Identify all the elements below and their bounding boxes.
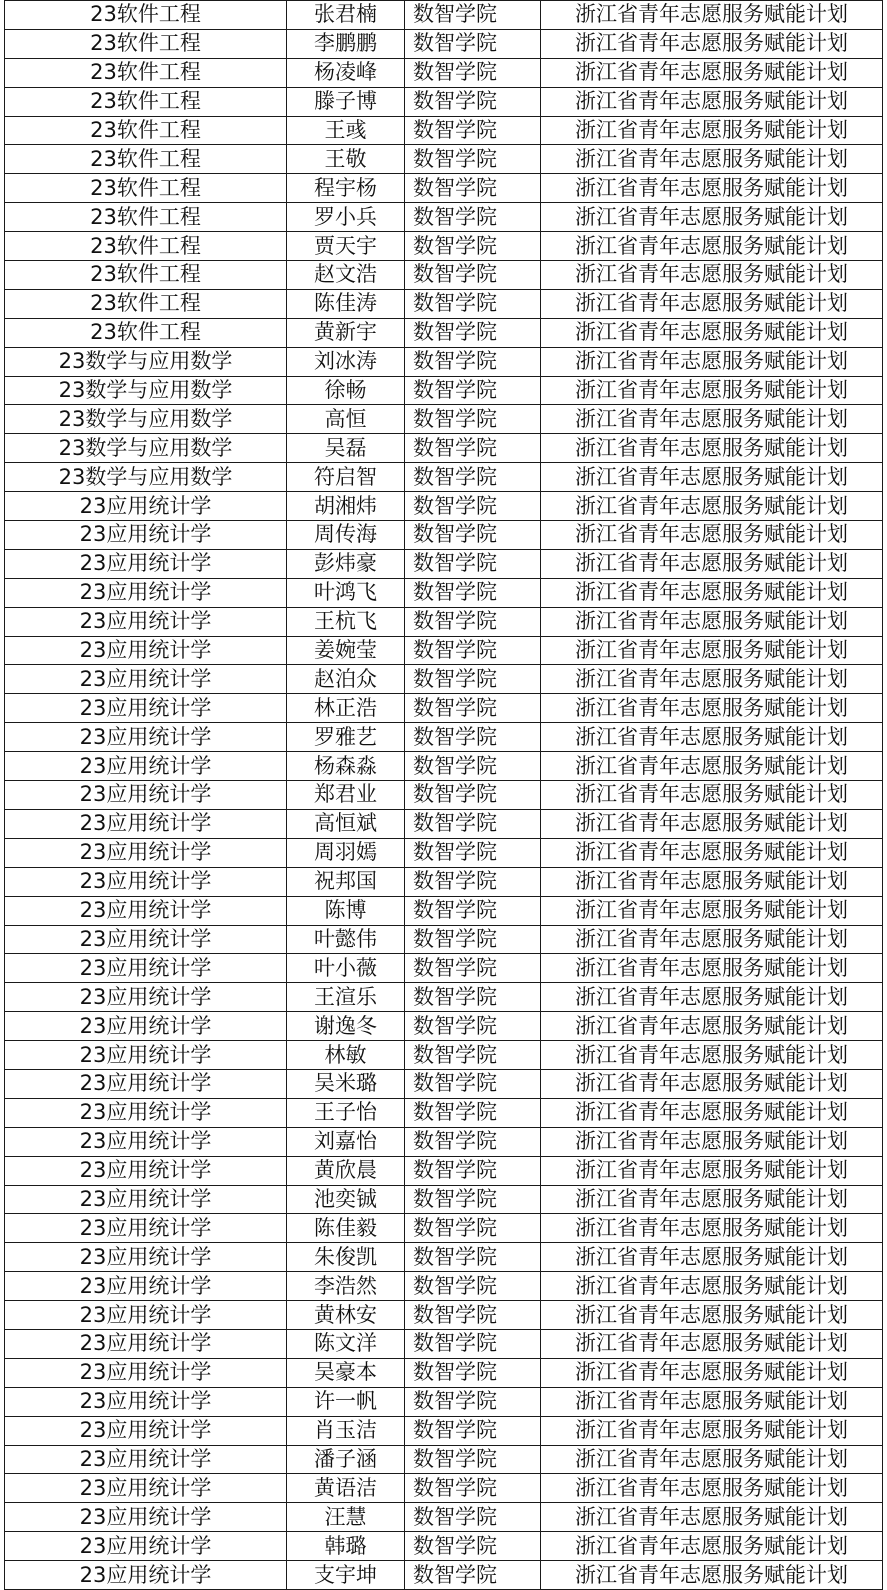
major-cell: 23应用统计学	[5, 1532, 287, 1561]
major-cell: 23数学与应用数学	[5, 463, 287, 492]
plan-cell: 浙江省青年志愿服务赋能计划	[541, 1185, 883, 1214]
table-row	[5, 58, 883, 87]
plan-cell: 浙江省青年志愿服务赋能计划	[541, 954, 883, 983]
major-cell: 23应用统计学	[5, 578, 287, 607]
major-cell: 23应用统计学	[5, 665, 287, 694]
table-row	[5, 665, 883, 694]
name-cell: 王子怡	[287, 1098, 405, 1127]
plan-cell: 浙江省青年志愿服务赋能计划	[541, 29, 883, 58]
name-cell: 周传海	[287, 521, 405, 550]
major-cell: 23应用统计学	[5, 1098, 287, 1127]
major-cell: 23应用统计学	[5, 752, 287, 781]
plan-cell: 浙江省青年志愿服务赋能计划	[541, 1301, 883, 1330]
table-row	[5, 607, 883, 636]
plan-cell: 浙江省青年志愿服务赋能计划	[541, 174, 883, 203]
plan-cell: 浙江省青年志愿服务赋能计划	[541, 1156, 883, 1185]
college-cell: 数智学院	[405, 694, 541, 723]
name-cell: 叶小薇	[287, 954, 405, 983]
major-cell: 23应用统计学	[5, 1503, 287, 1532]
table-row	[5, 954, 883, 983]
major-cell: 23应用统计学	[5, 723, 287, 752]
plan-cell: 浙江省青年志愿服务赋能计划	[541, 1012, 883, 1041]
major-cell: 23数学与应用数学	[5, 434, 287, 463]
name-cell: 王敬	[287, 145, 405, 174]
table-row	[5, 232, 883, 261]
major-cell: 23应用统计学	[5, 1474, 287, 1503]
college-cell: 数智学院	[405, 1041, 541, 1070]
table-row	[5, 983, 883, 1012]
name-cell: 李鹏鹏	[287, 29, 405, 58]
plan-cell: 浙江省青年志愿服务赋能计划	[541, 463, 883, 492]
plan-cell: 浙江省青年志愿服务赋能计划	[541, 376, 883, 405]
name-cell: 陈佳涛	[287, 289, 405, 318]
name-cell: 郑君业	[287, 781, 405, 810]
college-cell: 数智学院	[405, 1127, 541, 1156]
college-cell: 数智学院	[405, 925, 541, 954]
name-cell: 汪慧	[287, 1503, 405, 1532]
major-cell: 23应用统计学	[5, 607, 287, 636]
name-cell: 韩璐	[287, 1532, 405, 1561]
plan-cell: 浙江省青年志愿服务赋能计划	[541, 896, 883, 925]
college-cell: 数智学院	[405, 463, 541, 492]
college-cell: 数智学院	[405, 521, 541, 550]
major-cell: 23软件工程	[5, 145, 287, 174]
table-row	[5, 694, 883, 723]
name-cell: 杨凌峰	[287, 58, 405, 87]
plan-cell: 浙江省青年志愿服务赋能计划	[541, 1532, 883, 1561]
name-cell: 支宇坤	[287, 1561, 405, 1590]
major-cell: 23应用统计学	[5, 1243, 287, 1272]
college-cell: 数智学院	[405, 1156, 541, 1185]
major-cell: 23应用统计学	[5, 1329, 287, 1358]
plan-cell: 浙江省青年志愿服务赋能计划	[541, 232, 883, 261]
major-cell: 23应用统计学	[5, 1272, 287, 1301]
table-row	[5, 1387, 883, 1416]
name-cell: 刘嘉怡	[287, 1127, 405, 1156]
major-cell: 23数学与应用数学	[5, 347, 287, 376]
college-cell: 数智学院	[405, 781, 541, 810]
table-row	[5, 896, 883, 925]
college-cell: 数智学院	[405, 1243, 541, 1272]
college-cell: 数智学院	[405, 1098, 541, 1127]
plan-cell: 浙江省青年志愿服务赋能计划	[541, 838, 883, 867]
plan-cell: 浙江省青年志愿服务赋能计划	[541, 1503, 883, 1532]
college-cell: 数智学院	[405, 983, 541, 1012]
plan-cell: 浙江省青年志愿服务赋能计划	[541, 1445, 883, 1474]
college-cell: 数智学院	[405, 58, 541, 87]
name-cell: 刘冰涛	[287, 347, 405, 376]
major-cell: 23应用统计学	[5, 1416, 287, 1445]
college-cell: 数智学院	[405, 665, 541, 694]
plan-cell: 浙江省青年志愿服务赋能计划	[541, 1474, 883, 1503]
major-cell: 23应用统计学	[5, 492, 287, 521]
name-cell: 叶懿伟	[287, 925, 405, 954]
major-cell: 23应用统计学	[5, 549, 287, 578]
major-cell: 23应用统计学	[5, 1127, 287, 1156]
major-cell: 23应用统计学	[5, 694, 287, 723]
table-row	[5, 578, 883, 607]
college-cell: 数智学院	[405, 1532, 541, 1561]
college-cell: 数智学院	[405, 203, 541, 232]
major-cell: 23应用统计学	[5, 1445, 287, 1474]
table-row	[5, 1474, 883, 1503]
college-cell: 数智学院	[405, 232, 541, 261]
plan-cell: 浙江省青年志愿服务赋能计划	[541, 867, 883, 896]
plan-cell: 浙江省青年志愿服务赋能计划	[541, 607, 883, 636]
major-cell: 23应用统计学	[5, 954, 287, 983]
college-cell: 数智学院	[405, 492, 541, 521]
table-row	[5, 1127, 883, 1156]
plan-cell: 浙江省青年志愿服务赋能计划	[541, 405, 883, 434]
college-cell: 数智学院	[405, 723, 541, 752]
name-cell: 黄新宇	[287, 318, 405, 347]
table-row	[5, 1329, 883, 1358]
college-cell: 数智学院	[405, 809, 541, 838]
plan-cell: 浙江省青年志愿服务赋能计划	[541, 1561, 883, 1590]
major-cell: 23应用统计学	[5, 896, 287, 925]
table-row	[5, 1, 883, 30]
plan-cell: 浙江省青年志愿服务赋能计划	[541, 636, 883, 665]
table-row	[5, 29, 883, 58]
plan-cell: 浙江省青年志愿服务赋能计划	[541, 318, 883, 347]
plan-cell: 浙江省青年志愿服务赋能计划	[541, 925, 883, 954]
name-cell: 陈博	[287, 896, 405, 925]
major-cell: 23软件工程	[5, 58, 287, 87]
table-row	[5, 203, 883, 232]
name-cell: 王渲乐	[287, 983, 405, 1012]
table-row	[5, 1214, 883, 1243]
major-cell: 23应用统计学	[5, 521, 287, 550]
plan-cell: 浙江省青年志愿服务赋能计划	[541, 781, 883, 810]
plan-cell: 浙江省青年志愿服务赋能计划	[541, 665, 883, 694]
name-cell: 杨森淼	[287, 752, 405, 781]
plan-cell: 浙江省青年志愿服务赋能计划	[541, 752, 883, 781]
table-row	[5, 1156, 883, 1185]
name-cell: 罗雅艺	[287, 723, 405, 752]
college-cell: 数智学院	[405, 549, 541, 578]
table-row	[5, 1532, 883, 1561]
table-row	[5, 87, 883, 116]
college-cell: 数智学院	[405, 261, 541, 290]
table-row	[5, 347, 883, 376]
name-cell: 王彧	[287, 116, 405, 145]
table-row	[5, 925, 883, 954]
plan-cell: 浙江省青年志愿服务赋能计划	[541, 809, 883, 838]
name-cell: 吴豪本	[287, 1358, 405, 1387]
college-cell: 数智学院	[405, 607, 541, 636]
plan-cell: 浙江省青年志愿服务赋能计划	[541, 87, 883, 116]
name-cell: 黄欣晨	[287, 1156, 405, 1185]
major-cell: 23应用统计学	[5, 1387, 287, 1416]
table-row	[5, 1041, 883, 1070]
college-cell: 数智学院	[405, 116, 541, 145]
name-cell: 林正浩	[287, 694, 405, 723]
college-cell: 数智学院	[405, 29, 541, 58]
table-row	[5, 1416, 883, 1445]
college-cell: 数智学院	[405, 838, 541, 867]
plan-cell: 浙江省青年志愿服务赋能计划	[541, 347, 883, 376]
name-cell: 周羽嫣	[287, 838, 405, 867]
table-row	[5, 492, 883, 521]
plan-cell: 浙江省青年志愿服务赋能计划	[541, 578, 883, 607]
major-cell: 23应用统计学	[5, 1358, 287, 1387]
plan-cell: 浙江省青年志愿服务赋能计划	[541, 145, 883, 174]
major-cell: 23应用统计学	[5, 838, 287, 867]
college-cell: 数智学院	[405, 1445, 541, 1474]
major-cell: 23应用统计学	[5, 867, 287, 896]
table-row	[5, 318, 883, 347]
college-cell: 数智学院	[405, 434, 541, 463]
plan-cell: 浙江省青年志愿服务赋能计划	[541, 58, 883, 87]
college-cell: 数智学院	[405, 896, 541, 925]
major-cell: 23应用统计学	[5, 1561, 287, 1590]
college-cell: 数智学院	[405, 867, 541, 896]
major-cell: 23软件工程	[5, 29, 287, 58]
plan-cell: 浙江省青年志愿服务赋能计划	[541, 694, 883, 723]
table-row	[5, 521, 883, 550]
name-cell: 符启智	[287, 463, 405, 492]
name-cell: 赵文浩	[287, 261, 405, 290]
table-row	[5, 1561, 883, 1590]
name-cell: 王杭飞	[287, 607, 405, 636]
table-row	[5, 838, 883, 867]
major-cell: 23软件工程	[5, 1, 287, 30]
plan-cell: 浙江省青年志愿服务赋能计划	[541, 1358, 883, 1387]
table-row	[5, 116, 883, 145]
name-cell: 张君楠	[287, 1, 405, 30]
plan-cell: 浙江省青年志愿服务赋能计划	[541, 203, 883, 232]
name-cell: 徐畅	[287, 376, 405, 405]
college-cell: 数智学院	[405, 1387, 541, 1416]
name-cell: 赵泊众	[287, 665, 405, 694]
major-cell: 23应用统计学	[5, 1301, 287, 1330]
major-cell: 23应用统计学	[5, 636, 287, 665]
name-cell: 高恒	[287, 405, 405, 434]
table-row	[5, 463, 883, 492]
name-cell: 彭炜豪	[287, 549, 405, 578]
college-cell: 数智学院	[405, 376, 541, 405]
table-row	[5, 809, 883, 838]
table-row	[5, 636, 883, 665]
major-cell: 23数学与应用数学	[5, 376, 287, 405]
name-cell: 程宇杨	[287, 174, 405, 203]
name-cell: 潘子涵	[287, 1445, 405, 1474]
plan-cell: 浙江省青年志愿服务赋能计划	[541, 1, 883, 30]
plan-cell: 浙江省青年志愿服务赋能计划	[541, 1041, 883, 1070]
college-cell: 数智学院	[405, 1329, 541, 1358]
college-cell: 数智学院	[405, 1185, 541, 1214]
table-row	[5, 1185, 883, 1214]
plan-cell: 浙江省青年志愿服务赋能计划	[541, 1069, 883, 1098]
name-cell: 吴磊	[287, 434, 405, 463]
plan-cell: 浙江省青年志愿服务赋能计划	[541, 1272, 883, 1301]
table-row	[5, 723, 883, 752]
table-row	[5, 1358, 883, 1387]
name-cell: 朱俊凯	[287, 1243, 405, 1272]
college-cell: 数智学院	[405, 1301, 541, 1330]
name-cell: 胡湘炜	[287, 492, 405, 521]
plan-cell: 浙江省青年志愿服务赋能计划	[541, 492, 883, 521]
college-cell: 数智学院	[405, 289, 541, 318]
plan-cell: 浙江省青年志愿服务赋能计划	[541, 983, 883, 1012]
table-row	[5, 752, 883, 781]
major-cell: 23软件工程	[5, 261, 287, 290]
college-cell: 数智学院	[405, 1012, 541, 1041]
name-cell: 黄林安	[287, 1301, 405, 1330]
major-cell: 23软件工程	[5, 116, 287, 145]
college-cell: 数智学院	[405, 1272, 541, 1301]
name-cell: 吴米璐	[287, 1069, 405, 1098]
major-cell: 23应用统计学	[5, 781, 287, 810]
college-cell: 数智学院	[405, 578, 541, 607]
college-cell: 数智学院	[405, 318, 541, 347]
college-cell: 数智学院	[405, 347, 541, 376]
plan-cell: 浙江省青年志愿服务赋能计划	[541, 549, 883, 578]
college-cell: 数智学院	[405, 954, 541, 983]
plan-cell: 浙江省青年志愿服务赋能计划	[541, 116, 883, 145]
plan-cell: 浙江省青年志愿服务赋能计划	[541, 1329, 883, 1358]
name-cell: 林敏	[287, 1041, 405, 1070]
college-cell: 数智学院	[405, 405, 541, 434]
table-row	[5, 261, 883, 290]
table-row	[5, 1272, 883, 1301]
college-cell: 数智学院	[405, 1561, 541, 1590]
name-cell: 陈佳毅	[287, 1214, 405, 1243]
name-cell: 滕子博	[287, 87, 405, 116]
college-cell: 数智学院	[405, 752, 541, 781]
major-cell: 23软件工程	[5, 87, 287, 116]
name-cell: 谢逸冬	[287, 1012, 405, 1041]
roster-table	[4, 0, 883, 1590]
major-cell: 23应用统计学	[5, 1041, 287, 1070]
name-cell: 肖玉洁	[287, 1416, 405, 1445]
plan-cell: 浙江省青年志愿服务赋能计划	[541, 1127, 883, 1156]
college-cell: 数智学院	[405, 1358, 541, 1387]
college-cell: 数智学院	[405, 1214, 541, 1243]
major-cell: 23软件工程	[5, 203, 287, 232]
college-cell: 数智学院	[405, 87, 541, 116]
major-cell: 23软件工程	[5, 289, 287, 318]
roster-body	[5, 1, 883, 1590]
name-cell: 叶鸿飞	[287, 578, 405, 607]
table-row	[5, 1012, 883, 1041]
college-cell: 数智学院	[405, 1416, 541, 1445]
college-cell: 数智学院	[405, 1069, 541, 1098]
plan-cell: 浙江省青年志愿服务赋能计划	[541, 723, 883, 752]
table-row	[5, 145, 883, 174]
college-cell: 数智学院	[405, 145, 541, 174]
major-cell: 23软件工程	[5, 318, 287, 347]
major-cell: 23应用统计学	[5, 1012, 287, 1041]
table-row	[5, 376, 883, 405]
table-row	[5, 405, 883, 434]
table-row	[5, 1243, 883, 1272]
table-row	[5, 1301, 883, 1330]
college-cell: 数智学院	[405, 1474, 541, 1503]
plan-cell: 浙江省青年志愿服务赋能计划	[541, 289, 883, 318]
plan-cell: 浙江省青年志愿服务赋能计划	[541, 434, 883, 463]
name-cell: 高恒斌	[287, 809, 405, 838]
college-cell: 数智学院	[405, 1, 541, 30]
major-cell: 23应用统计学	[5, 809, 287, 838]
major-cell: 23应用统计学	[5, 1069, 287, 1098]
table-row	[5, 1445, 883, 1474]
major-cell: 23应用统计学	[5, 1185, 287, 1214]
plan-cell: 浙江省青年志愿服务赋能计划	[541, 1098, 883, 1127]
college-cell: 数智学院	[405, 636, 541, 665]
college-cell: 数智学院	[405, 1503, 541, 1532]
plan-cell: 浙江省青年志愿服务赋能计划	[541, 1416, 883, 1445]
table-row	[5, 781, 883, 810]
major-cell: 23应用统计学	[5, 1156, 287, 1185]
plan-cell: 浙江省青年志愿服务赋能计划	[541, 1243, 883, 1272]
name-cell: 陈文洋	[287, 1329, 405, 1358]
plan-cell: 浙江省青年志愿服务赋能计划	[541, 1387, 883, 1416]
major-cell: 23应用统计学	[5, 983, 287, 1012]
plan-cell: 浙江省青年志愿服务赋能计划	[541, 261, 883, 290]
table-row	[5, 289, 883, 318]
major-cell: 23软件工程	[5, 232, 287, 261]
table-row	[5, 867, 883, 896]
name-cell: 罗小兵	[287, 203, 405, 232]
name-cell: 贾天宇	[287, 232, 405, 261]
table-row	[5, 434, 883, 463]
table-row	[5, 174, 883, 203]
major-cell: 23数学与应用数学	[5, 405, 287, 434]
plan-cell: 浙江省青年志愿服务赋能计划	[541, 521, 883, 550]
name-cell: 池奕铖	[287, 1185, 405, 1214]
plan-cell: 浙江省青年志愿服务赋能计划	[541, 1214, 883, 1243]
table-row	[5, 1069, 883, 1098]
major-cell: 23软件工程	[5, 174, 287, 203]
major-cell: 23应用统计学	[5, 925, 287, 954]
name-cell: 许一帆	[287, 1387, 405, 1416]
table-row	[5, 1098, 883, 1127]
name-cell: 姜婉莹	[287, 636, 405, 665]
name-cell: 黄语洁	[287, 1474, 405, 1503]
major-cell: 23应用统计学	[5, 1214, 287, 1243]
name-cell: 祝邦国	[287, 867, 405, 896]
name-cell: 李浩然	[287, 1272, 405, 1301]
college-cell: 数智学院	[405, 174, 541, 203]
table-row	[5, 549, 883, 578]
table-row	[5, 1503, 883, 1532]
